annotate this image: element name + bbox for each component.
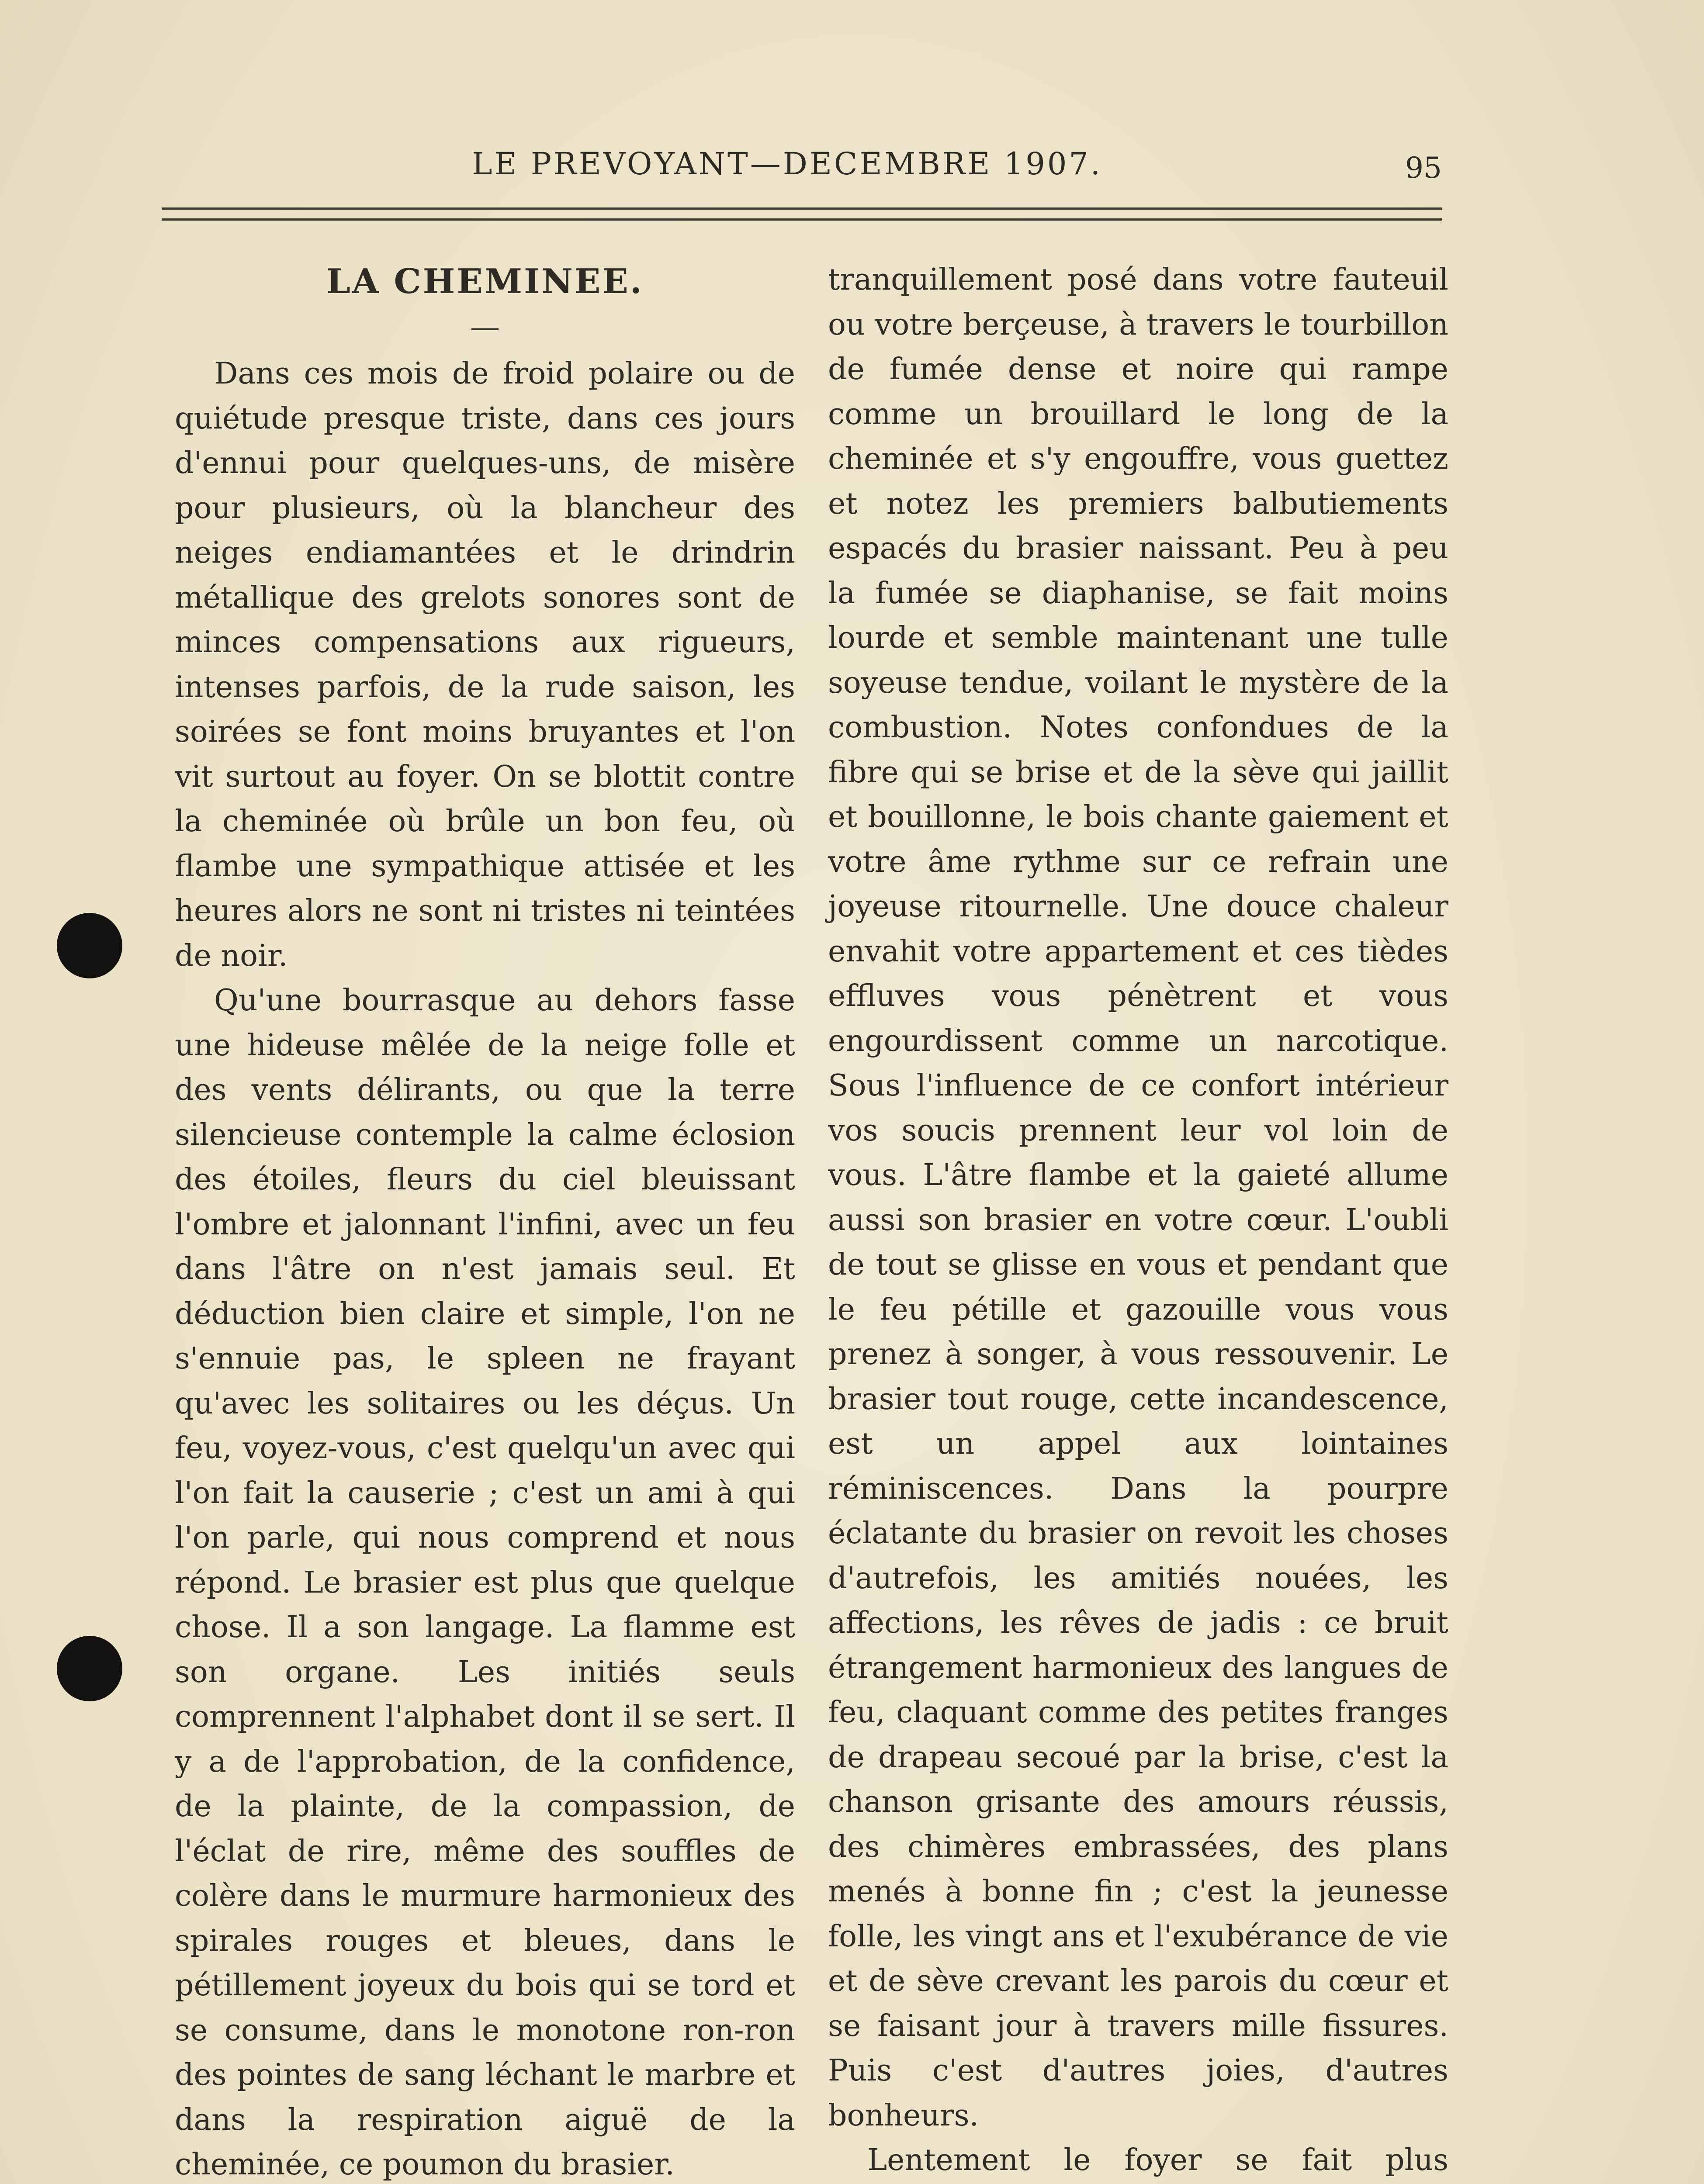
title-dash: — [470,310,500,345]
paragraph: Qu'une bourrasque au dehors fasse une hideuse mêlée de la neige folle et des vents délirants, ou que la terre silencieuse contemple la calme éclosion des étoiles, fleurs du ciel bleuissant l'ombre et jalonnant l'infini, avec un feu dans l'âtre on n'est jamais seul. Et déduction bien claire et simple, l'on ne s'ennuie pas, le spleen ne frayant qu'avec les solitaires ou les déçus. Un feu, voyez-vous, c'est quelqu'un avec qui l'on fait la causerie ; c'est un ami à qui l'on parle, qui nous comprend et nous répond. Le brasier est plus que quelque chose. Il a son langage. La flamme est son organe. Les initiés seuls comprennent l'alphabet dont il se sert. Il y a de l'approbation, de la confidence, de la plainte, de la compassion, de l'éclat de rire, même des souffles de colère dans le murmure harmonieux des spirales rouges et bleues, dans le pétillement joyeux du bois qui se tord et se consume, dans le monotone ron-ron des pointes de sang léchant le marbre et dans la respiration aiguë de la cheminée, ce poumon du brasier. [175,983,795,2182]
header-rule [162,218,1442,221]
paragraph: Lentement le foyer se fait plus [867,2143,1448,2177]
header-rule [162,207,1442,210]
page-header [170,140,1442,201]
paragraph: Dans ces mois de froid polaire ou de quiétude presque triste, dans ces jours d'ennui pour quelques-uns, de misère pour plusieurs, où la blancheur des neiges endiamantées et le drindrin métallique des grelots sonores sont de minces compensations aux rigueurs, intenses parfois, de la rude saison, les soirées se font moins bruyantes et l'on vit surtout au foyer. On se blottit contre la cheminée où brûle un bon feu, où flambe une sympathique attisée et les heures alors ne sont ni tristes ni teintées de noir. [175,356,795,973]
right-column [828,258,1448,2184]
paragraph: tranquillement posé dans votre fauteuil ou votre berçeuse, à travers le tourbillon de fumée dense et noire qui rampe comme un brouillard le long de la cheminée et s'y engouffre, vous guettez et notez les premiers balbutiements espacés du brasier naissant. Peu à peu la fumée se diaphanise, se fait moins lourde et semble maintenant une tulle soyeuse tendue, voilant le mystère de la combustion. Notes confondues de la fibre qui se brise et de la sève qui jaillit et bouillonne, le bois chante gaiement et votre âme rythme sur ce refrain une joyeuse ritournelle. Une douce chaleur envahit votre appartement et ces tièdes effluves vous pénètrent et vous engourdissent comme un narcotique. Sous l'influence de ce confort intérieur vos soucis prennent leur vol loin de vous. L'âtre flambe et la gaieté allume aussi son brasier en votre cœur. L'oubli de tout se glisse en vous et pendant que le feu pétille et gazouille vous vous prenez à songer, à vous ressouvenir. Le brasier tout rouge, cette incandescence, est un appel aux lointaines réminiscences. Dans la pourpre éclatante du brasier on revoit les choses d'autrefois, les amitiés nouées, les affections, les rêves de jadis : ce bruit étrangement harmonieux des langues de feu, claquant comme des petites franges de drapeau secoué par la brise, c'est la chanson grisante des amours réussis, des chimères embrassées, des plans menés à bonne fin ; c'est la jeunesse folle, les vingt ans et l'exubérance de vie et de sève crevant les parois du cœur et se faisant jour à travers mille fissures. Puis c'est d'autres joies, d'autres bonheurs. [828,263,1448,2133]
page-number: 95 [1405,151,1442,185]
running-title: LE PREVOYANT—DECEMBRE 1907. [472,146,1103,182]
article-title: LA CHEMINEE. [326,262,644,301]
punch-hole [57,913,122,978]
punch-hole [57,1636,122,1701]
left-column [175,236,795,2184]
